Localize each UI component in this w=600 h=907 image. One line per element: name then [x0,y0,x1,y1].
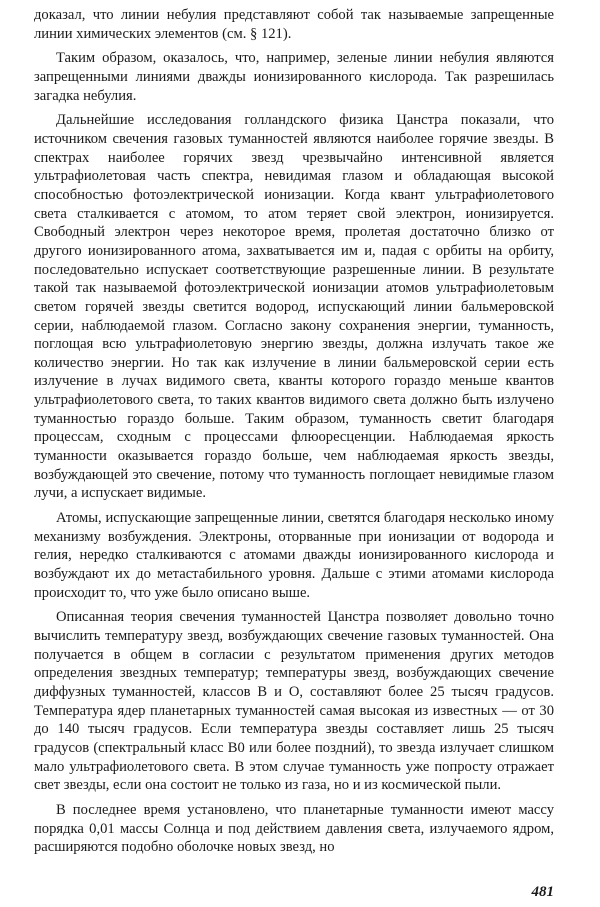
paragraph-forbidden-lines: Атомы, испускающие запрещенные линии, светятся благодаря несколько иному механизму возбуждения. Электроны, оторванные при ионизации от водорода и гелия, нередко сталкиваются с атомами дважды ионизированного кислорода и возбуждают их до метастабильного уровня. Дальше с этими атомами кислорода происходит то, что уже было описано выше. [34,510,554,601]
paragraph-star-temperatures: Описанная теория свечения туманностей Цанстра позволяет довольно точно вычислить температуру звезд, возбуждающих свечение газовых туманностей. Она получается в общем в согласии с результатом применения других методов определения звездных температур; температуры звезд, возбуждающих свечение диффузных туманностей, классов B и O, составляют более 25 тысяч градусов. Температура ядер планетарных туманностей самая высокая из известных — от 30 до 140 тысяч градусов. Если температура звезды составляет лишь 25 тысяч градусов (спектральный класс B0 или более поздний), то звезда излучает слишком мало ультрафиолетового света. В этом случае туманность уже попросту отражает свет звезды, если она состоит не только из газа, но и из космической пыли. [34,609,554,794]
paragraph-planetary-nebulae-mass: В последнее время установлено, что планетарные туманности имеют массу порядка 0,01 массы Солнца и под действием давления света, излучаемого ядром, расширяются подобно оболочке новых звезд, но [34,801,554,856]
paragraph-continuation: доказал, что линии небулия представляют собой так называемые запрещенные линии химических элементов (см. § 121). [34,7,554,42]
paragraph-nebulium-oxygen: Таким образом, оказалось, что, например, зеленые линии небулия являются запрещенными линиями дважды ионизированного кислорода. Так разрешилась загадка небулия. [34,50,554,104]
paragraph-zanstra-research: Дальнейшие исследования голландского физика Цанстра показали, что источником свечения газовых туманностей являются наиболее горячие звезды. В спектрах наиболее горячих звезд чрезвычайно интенсивной является ультрафиолетовая часть спектра, невидимая глазом и обладающая высокой способностью фотоэлектрической ионизации. Когда квант ультрафиолетового света сталкивается с атомом, то атом теряет свой электрон, ионизируется. Свободный электрон через некоторое время, пролетая достаточно близко от другого ионизированного атома, захватывается им и, падая с орбиты на орбиту, последовательно испускает соответствующие разрешенные линии. В результате такой так называемой фотоэлектрической ионизации атомов ультрафиолетовым светом горячей звезды светится водород, испускающий линии бальмеровской серии, наблюдаемой глазом. Согласно закону сохранения энергии, туманность, поглощая всю ультрафиолетовую энергию звезды, должна излучать такое же количество энергии. Но так как излучение в линии бальмеровской серии есть излучение в лучах видимого света, кванты которого гораздо меньше квантов ультрафиолетового света, то таких квантов видимого света должно быть излучено туманностью гораздо больше. Таким образом, туманность светит благодаря процессам, сходным с процессами флюоресценции. Наблюдаемая яркость туманности оказывается гораздо больше, чем наблюдаемая яркость звезды, возбуждающей это свечение, потому что туманность поглощает невидимые глазом лучи, а испускает видимые. [34,112,554,502]
page-number: 481 [531,884,554,900]
book-page [34,6,554,901]
